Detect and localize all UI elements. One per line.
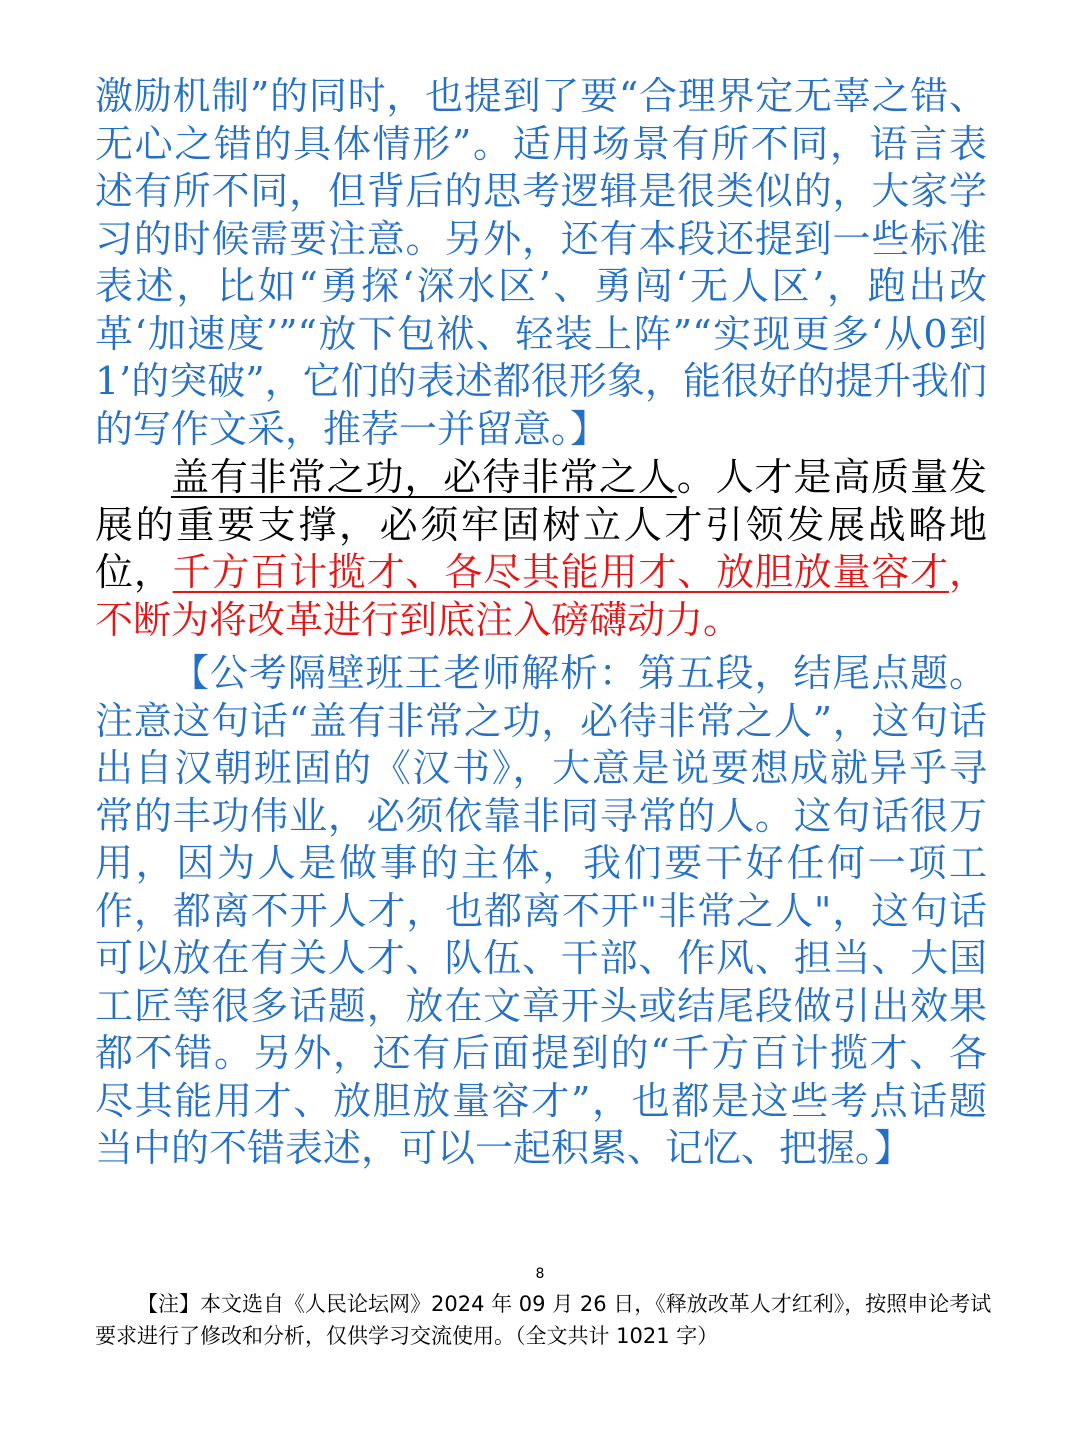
analysis-paragraph-continued [95,73,987,453]
footnote: 【注】本文选自《人民论坛网》2024 年 09 月 26 日，《释放改革人才红利》，按照申论考试要求进行了修改和分析，仅供学习交流使用。（全文共计 1021 字） [95,1292,992,1348]
page-number: 8 [535,1266,545,1282]
quote-lead: 盖有非常之功，必待非常之人 [171,455,677,499]
highlighted-phrase: 千方百计揽才、各尽其能用才、放胆放量容才 [172,550,949,594]
highlighted-tail: ，不断为将改革进行到底注入磅礴动力。 [95,550,987,642]
analysis-paragraph [95,650,987,1175]
essay-paragraph [95,454,987,649]
essay-body-text: 。人才是高质量发展的重要支撑，必须牢固树立人才引领发展战略地位， [95,455,987,594]
analysis-text: 【公考隔壁班王老师解析：第五段，结尾点题。注意这句话“盖有非常之功，必待非常之人”，这句话出自汉朝班固的《汉书》，大意是说要想成就异乎寻常的丰功伟业，必须依靠非同寻常的人。这句话很万用，因为人是做事的主体，我们要干好任何一项工作，都离不开人才，也都离不开"非常之人"，这句话可以放在有关人才、队伍、干部、作风、担当、大国工匠等很多话题，放在文章开头或结尾段做引出效果都不错。另外，还有后面提到的“千方百计揽才、各尽其能用才、放胆放量容才”，也都是这些考点话题当中的不错表述，可以一起积累、记忆、把握。】 [95,651,987,1170]
analysis-text: 激励机制”的同时，也提到了要“合理界定无辜之错、无心之错的具体情形”。适用场景有所不同，语言表述有所不同，但背后的思考逻辑是很类似的，大家学习的时候需要注意。另外，还有本段还提到一些标准表述，比如“勇探‘深水区’、勇闯‘无人区’，跑出改革‘加速度’”“放下包袱、轻装上阵”“实现更多‘从0到1’的突破”，它们的表述都很形象，能很好的提升我们的写作文采，推荐一并留意。】 [95,74,987,451]
